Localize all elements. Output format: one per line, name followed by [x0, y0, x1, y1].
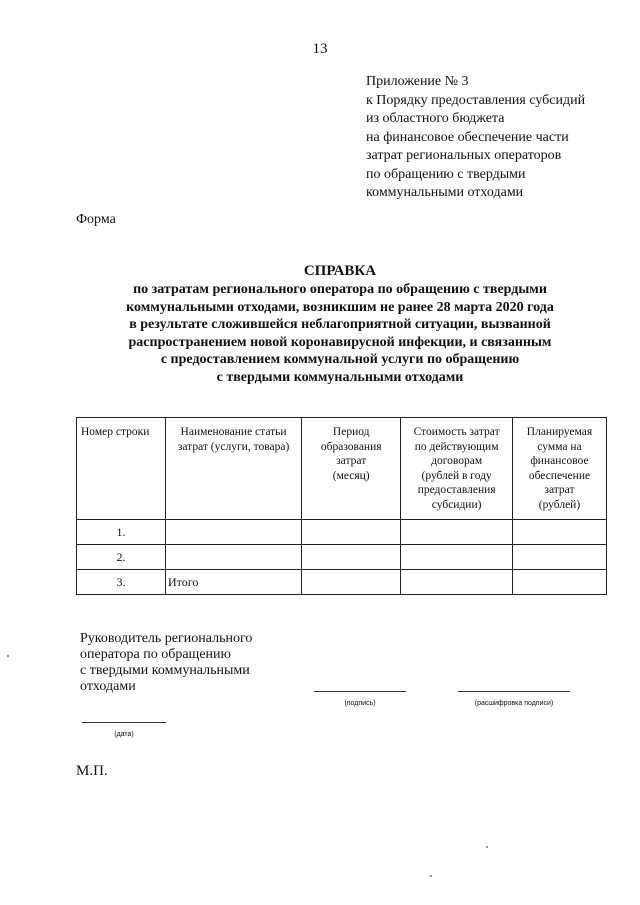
cost-table [76, 417, 607, 595]
header-text: субсидии) [431, 498, 482, 511]
header-text: Номер строки [81, 426, 150, 438]
title-line: с твердыми коммунальными отходами [216, 369, 464, 385]
header-text: обеспечение [528, 469, 591, 482]
appendix-line: Приложение № 3 [366, 74, 469, 89]
period-cell[interactable] [302, 570, 401, 595]
row-number-cell: 1. [77, 520, 166, 545]
page-number: 13 [312, 41, 328, 57]
document-title: СПРАВКА [303, 263, 377, 279]
item-name-cell: Итого [166, 570, 302, 595]
contract-cost-cell[interactable] [401, 520, 513, 545]
appendix-reference [366, 73, 626, 203]
appendix-line: к Порядку предоставления субсидий [366, 92, 586, 108]
header-text: Период [332, 426, 370, 438]
header-text: сумма на [537, 440, 582, 453]
appendix-line: затрат региональных операторов [366, 148, 562, 163]
title-line: в результате сложившейся неблагоприятной ситуации, вызванной [129, 317, 551, 332]
signature-line[interactable] [314, 691, 406, 692]
appendix-line: коммунальными отходами [366, 185, 524, 200]
scan-speck [7, 655, 9, 657]
form-label: Форма [76, 212, 116, 227]
title-line: с предоставлением коммунальной услуги по обращению [160, 352, 520, 367]
header-text: договорам [431, 455, 483, 467]
signer-line: с твердыми коммунальными [80, 663, 250, 678]
item-name-cell[interactable] [166, 545, 302, 570]
title-line: по затратам регионального оператора по обращению с твердыми [133, 282, 547, 297]
signature-caption: (подпись) [344, 700, 376, 707]
header-text: Планируемая [526, 426, 593, 438]
header-text: затрат [336, 455, 367, 467]
item-name-cell[interactable] [166, 520, 302, 545]
header-text: Наименование статьи [180, 426, 287, 438]
decryption-line[interactable] [458, 691, 570, 692]
header-text: по действующим [414, 440, 499, 453]
signer-line: оператора по обращению [80, 647, 231, 662]
scan-speck [486, 846, 488, 848]
scan-speck [430, 875, 432, 877]
table-row [77, 570, 607, 595]
header-text: затрат (услуги, товара) [177, 440, 290, 453]
header-text: (месяц) [332, 469, 370, 482]
header-row-number [77, 418, 166, 520]
header-text: образования [320, 440, 382, 453]
date-caption: (дата) [114, 731, 134, 738]
header-period [302, 418, 401, 520]
signer-line: отходами [80, 679, 136, 694]
planned-amount-cell[interactable] [512, 520, 606, 545]
header-text: затрат [544, 484, 575, 496]
row-number-cell: 2. [77, 545, 166, 570]
header-text: Стоимость затрат [413, 426, 500, 438]
date-line[interactable] [82, 722, 166, 723]
signer-position [80, 631, 320, 695]
signer-line: Руководитель регионального [80, 631, 253, 646]
header-text: (рублей в году [421, 469, 492, 482]
header-planned-amount [512, 418, 606, 520]
appendix-line: из областного бюджета [366, 111, 505, 126]
planned-amount-cell[interactable] [512, 570, 606, 595]
appendix-line: по обращению с твердыми [366, 166, 526, 182]
title-line: распространением новой коронавирусной инфекции, и связанным [128, 334, 552, 350]
table-header-row [77, 418, 607, 520]
contract-cost-cell[interactable] [401, 545, 513, 570]
header-contract-cost [401, 418, 513, 520]
header-item-name [166, 418, 302, 520]
stamp-place: М.П. [76, 763, 108, 779]
table-row [77, 520, 607, 545]
planned-amount-cell[interactable] [512, 545, 606, 570]
title-line: коммунальными отходами, возникшим не ранее 28 марта 2020 года [126, 299, 554, 315]
table-row [77, 545, 607, 570]
appendix-line: на финансовое обеспечение части [366, 129, 569, 145]
header-text: финансовое [530, 455, 589, 467]
period-cell[interactable] [302, 520, 401, 545]
period-cell[interactable] [302, 545, 401, 570]
header-text: предоставления [417, 484, 496, 496]
contract-cost-cell[interactable] [401, 570, 513, 595]
header-text: (рублей) [538, 498, 581, 511]
decryption-caption: (расшифровка подписи) [474, 700, 554, 707]
document-title-block [60, 262, 620, 386]
row-number-cell: 3. [77, 570, 166, 595]
